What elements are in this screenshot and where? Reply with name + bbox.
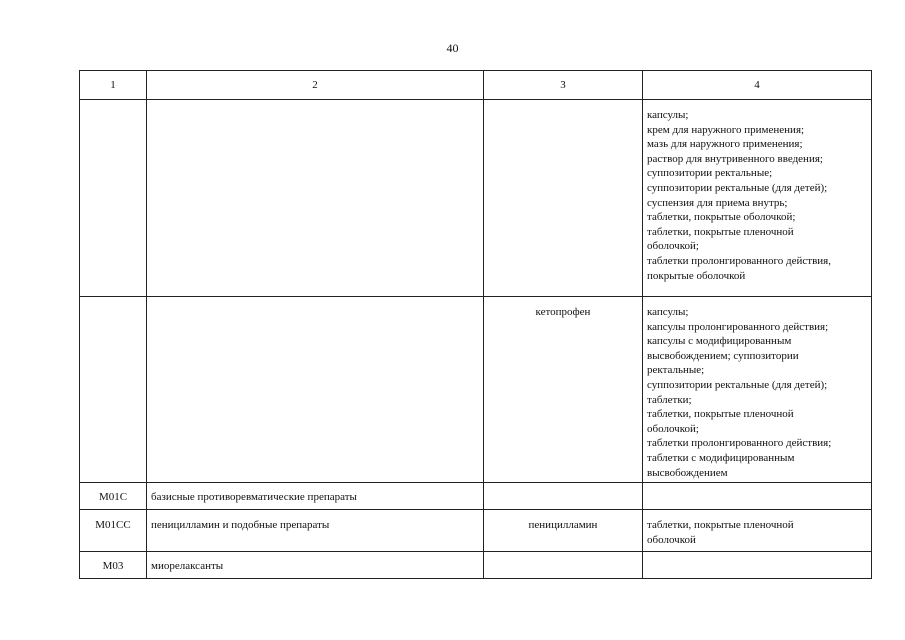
dosage-form-line: высвобождением; суппозитории xyxy=(647,349,799,362)
drug-name-cell: пеницилламин xyxy=(484,510,643,552)
dosage-form-line: таблетки, покрытые пленочной xyxy=(647,225,794,238)
page-number: 40 xyxy=(446,41,459,55)
table-row xyxy=(80,297,872,483)
dosage-form-line: таблетки, покрытые пленочной xyxy=(647,408,794,421)
drug-name-cell xyxy=(484,552,643,579)
table-row xyxy=(80,552,872,579)
group-name-cell xyxy=(147,297,484,483)
dosage-form-line: капсулы с модифицированным xyxy=(647,335,792,348)
dosage-forms-cell xyxy=(643,552,872,579)
header-cell-2: 2 xyxy=(147,71,484,100)
dosage-form-line: таблетки; xyxy=(647,393,692,406)
drug-table xyxy=(79,70,872,579)
atc-code-cell xyxy=(80,100,147,297)
header-cell-4: 4 xyxy=(643,71,872,100)
dosage-form-line: капсулы; xyxy=(647,306,689,318)
atc-code-cell xyxy=(80,297,147,483)
table-row xyxy=(80,510,872,552)
dosage-form-line: оболочкой xyxy=(647,533,696,546)
dosage-form-line: капсулы; xyxy=(647,109,689,121)
dosage-form-line: таблетки с модифицированным xyxy=(647,451,795,464)
drug-name-cell: кетопрофен xyxy=(484,297,643,483)
dosage-form-line: таблетки, покрытые оболочкой; xyxy=(647,211,796,224)
dosage-form-line: капсулы пролонгированного действия; xyxy=(647,320,829,333)
table-row xyxy=(80,100,872,297)
dosage-forms-cell xyxy=(643,100,872,297)
dosage-form-line: таблетки, покрытые пленочной xyxy=(647,519,794,531)
dosage-form-line: раствор для внутривенного введения; xyxy=(647,152,823,165)
header-cell-3: 3 xyxy=(484,71,643,100)
atc-code-cell: M01CC xyxy=(80,510,147,552)
group-name-cell: пеницилламин и подобные препараты xyxy=(147,510,484,552)
dosage-form-line: суппозитории ректальные (для детей); xyxy=(647,181,828,194)
dosage-form-line: ректальные; xyxy=(647,364,705,377)
dosage-forms-cell xyxy=(643,510,872,552)
dosage-form-line: суспензия для приема внутрь; xyxy=(647,196,788,209)
dosage-form-line: мазь для наружного применения; xyxy=(647,138,803,151)
table-row xyxy=(80,483,872,510)
drug-name-cell xyxy=(484,483,643,510)
dosage-forms-cell xyxy=(643,483,872,510)
dosage-form-line: высвобождением xyxy=(647,466,728,479)
drug-name-cell xyxy=(484,100,643,297)
group-name-cell: базисные противоревматические препараты xyxy=(147,483,484,510)
header-cell-1: 1 xyxy=(80,71,147,100)
dosage-form-line: таблетки пролонгированного действия; xyxy=(647,437,832,450)
atc-code-cell: M03 xyxy=(80,552,147,579)
dosage-form-line: покрытые оболочкой xyxy=(647,269,746,282)
dosage-form-line: крем для наружного применения; xyxy=(647,123,805,136)
table-header-row xyxy=(80,71,872,100)
dosage-form-line: таблетки пролонгированного действия, xyxy=(647,254,831,267)
atc-code-cell: M01C xyxy=(80,483,147,510)
group-name-cell xyxy=(147,100,484,297)
dosage-form-line: суппозитории ректальные; xyxy=(647,167,773,180)
dosage-forms-cell xyxy=(643,297,872,483)
dosage-form-line: оболочкой; xyxy=(647,240,699,253)
dosage-form-line: оболочкой; xyxy=(647,422,699,435)
group-name-cell: миорелаксанты xyxy=(147,552,484,579)
dosage-form-line: суппозитории ректальные (для детей); xyxy=(647,378,828,391)
